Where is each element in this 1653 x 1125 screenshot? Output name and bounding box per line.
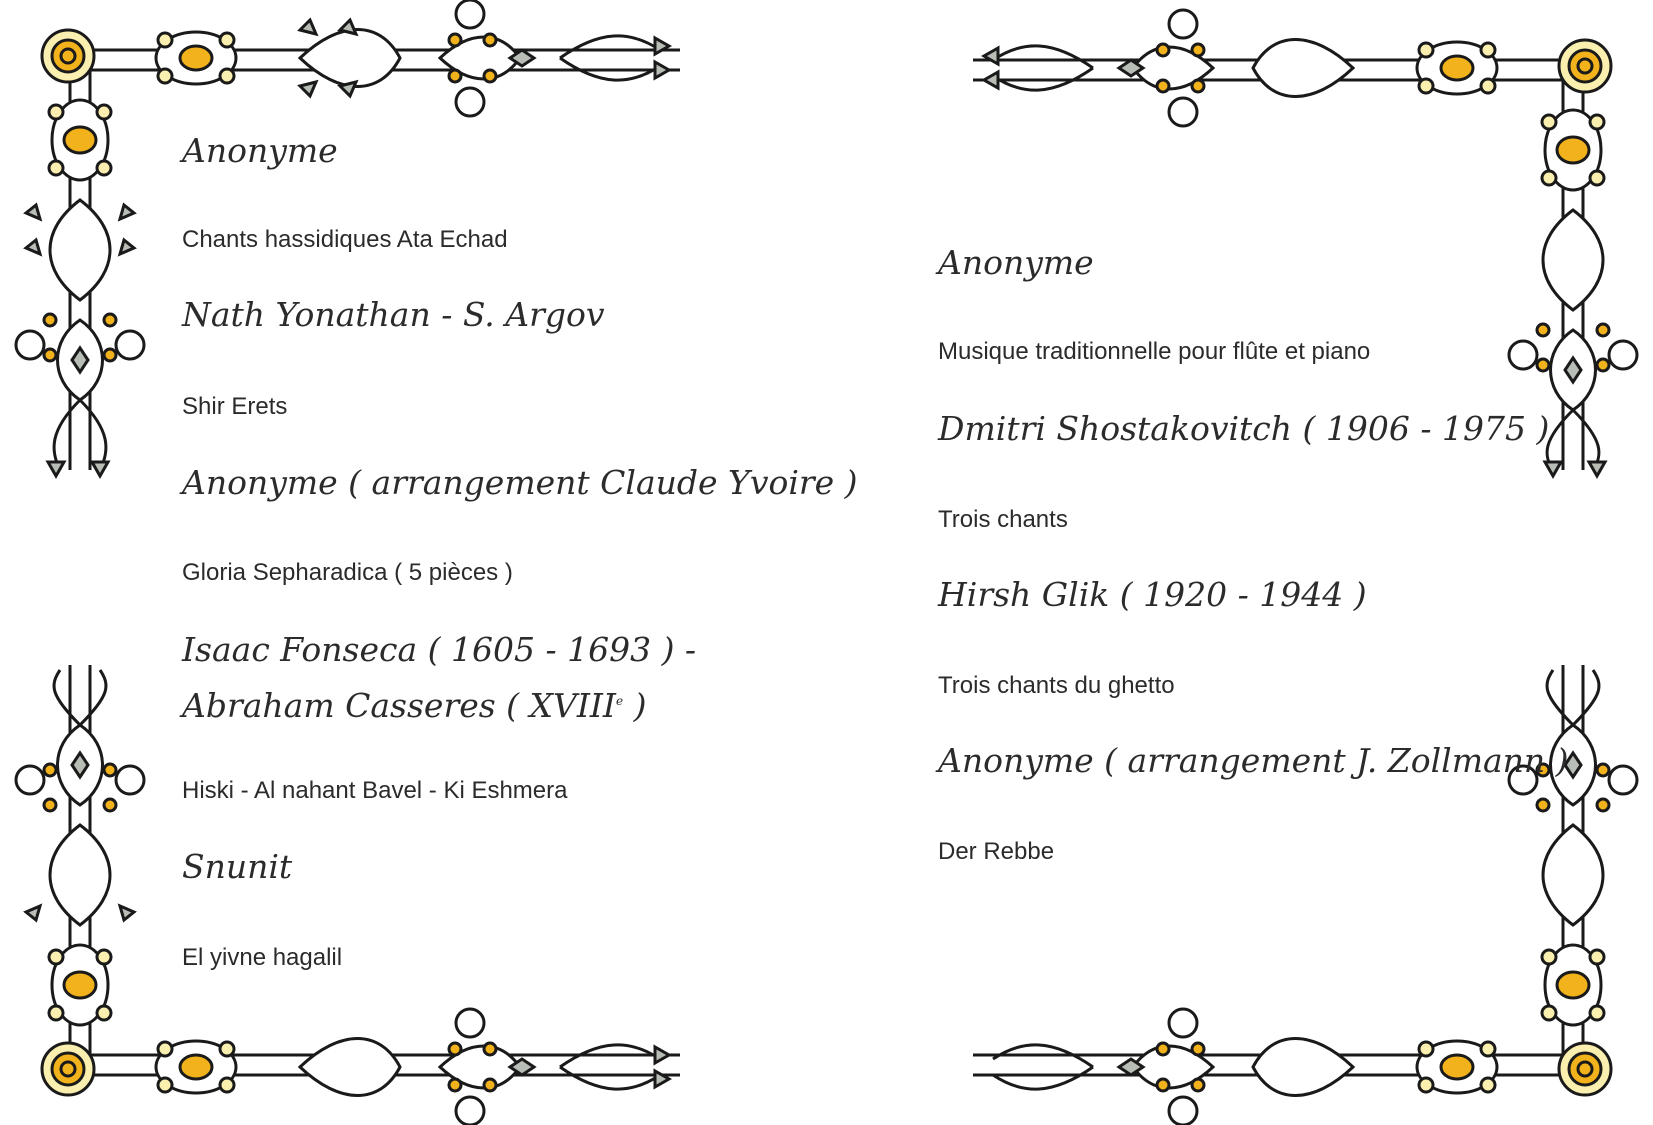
work-title: Shir Erets	[182, 393, 288, 420]
composer-name: Snunit	[182, 847, 293, 886]
work-title: El yivne hagalil	[182, 944, 343, 971]
composer-name: Nath Yonathan - S. Argov	[182, 295, 605, 334]
composer-name: Anonyme	[938, 243, 1094, 282]
right-page	[826, 0, 1653, 1125]
work-title: Hiski - Al nahant Bavel - Ki Eshmera	[182, 777, 568, 804]
corner-ornament-bottom-right	[953, 660, 1653, 1125]
work-title: Trois chants du ghetto	[938, 672, 1175, 699]
composer-name: Hirsh Glik ( 1920 - 1944 )	[938, 575, 1367, 614]
composer-name: Dmitri Shostakovitch ( 1906 - 1975 )	[938, 409, 1550, 448]
work-title: Trois chants	[938, 506, 1068, 533]
composer-name-continued	[182, 676, 646, 731]
composer-name-part: Abraham Casseres ( XVIII	[182, 686, 616, 725]
composer-name: Isaac Fonseca ( 1605 - 1693 ) -	[182, 630, 697, 669]
work-title: Gloria Sepharadica ( 5 pièces )	[182, 559, 513, 586]
superscript-e: e	[615, 694, 624, 708]
work-title: Der Rebbe	[938, 838, 1055, 865]
composer-name: Anonyme	[182, 131, 338, 170]
work-title: Chants hassidiques Ata Echad	[182, 226, 508, 253]
composer-name-end: )	[623, 686, 647, 725]
work-title: Musique traditionnelle pour flûte et piano	[938, 338, 1371, 365]
composer-name: Anonyme ( arrangement J. Zollmann )	[938, 741, 1569, 780]
composer-name: Anonyme ( arrangement Claude Yvoire )	[182, 463, 858, 502]
